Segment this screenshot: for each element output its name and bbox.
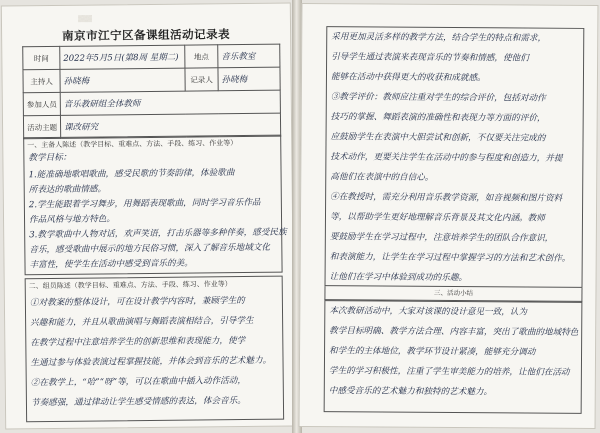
section2-line: 在教学过程中注意培养学生的创新思维和表现能力，使学 <box>30 335 246 349</box>
topic-value: 课改研究 <box>60 113 280 138</box>
section2-continued-line: 让他们在学习中体验到成功的乐趣。 <box>329 272 468 284</box>
section2-continued-line: 技术动作，更要关注学生在活动中的参与程度和创造力，并提 <box>330 152 563 164</box>
section2-continued-line: 高他们在表演中的自信心。 <box>330 172 434 183</box>
participants-value: 音乐教研组全体教师 <box>60 90 280 115</box>
section2-line: ①对教案的整体设计，可在设计教学内容时，兼顾学生的 <box>29 295 245 309</box>
section1-line: 1.能准确地歌唱歌曲，感受民歌的节奏韵律，体验歌曲 <box>28 168 235 181</box>
section1-line: 教学目标： <box>28 152 72 164</box>
section1-line: 音乐，感受歌曲中展示的地方民俗习惯，深入了解音乐地域文化 <box>29 242 271 256</box>
section2-continued-text <box>330 27 572 289</box>
section3-line: 教学目标明确、教学方法合理、内容丰富，突出了歌曲的地域特色 <box>329 326 579 338</box>
record-info-table <box>22 44 281 140</box>
section1-text <box>28 146 287 274</box>
section2-continued-line: 要鼓励学生在学习过程中，注意培养学生的团队合作意识， <box>329 232 554 244</box>
section2-continued-line: 能够在活动中获得更大的收获和成就感。 <box>330 72 486 84</box>
section3-header: 三、活动小结 <box>324 286 582 302</box>
section2-line: 兴趣和能力，并且从歌曲演唱与舞蹈表演相结合，引导学生 <box>30 315 254 329</box>
section3-line: 中感受音乐的艺术魅力和独特的艺术魅力。 <box>328 386 493 398</box>
section2-continued-line: 采用更加灵活多样的教学方法，结合学生的特点和需求， <box>331 32 547 44</box>
section1-line: 3.教学歌曲中人物对话，欢声笑语，打击乐器等多种伴奏，感受民族 <box>29 227 287 241</box>
host-value: 孙晓梅 <box>60 68 185 92</box>
section2-line: 生通过参与体验表演过程掌握技能，并体会到音乐的艺术魅力。 <box>30 355 272 369</box>
topic-label: 活动主题 <box>23 115 60 138</box>
presenter-statement-box <box>23 135 287 276</box>
section1-line: 2.学生能跟着学习舞步，用舞蹈表现歌曲，同时学习音乐作品 <box>28 197 261 211</box>
section3-line: 学生的学习积极性，注重了学生审美能力的培养，让他们在活动 <box>328 366 570 378</box>
section2-line: ②在教学上，“哈”“呀”等，可以在歌曲中插入动作活动， <box>30 375 247 389</box>
place-value: 音乐教室 <box>218 44 280 68</box>
time-value: 2022年5月5日(第8周 星期二) <box>60 45 185 69</box>
right-page <box>299 3 599 429</box>
host-label: 主持人 <box>23 69 60 92</box>
section1-line: 所表达的歌曲情感。 <box>28 184 107 196</box>
left-page <box>1 2 295 429</box>
section3-text <box>329 301 579 403</box>
form-title: 南京市江宁区备课组活动记录表 <box>62 27 231 43</box>
section2-continued-line: 等，以帮助学生更好地理解音乐背景及其文化内涵。教师 <box>329 212 545 224</box>
section2-line: 节奏感强，通过律动让学生感受情感的表达，体会音乐。 <box>30 395 246 409</box>
recorder-value: 孙晓梅 <box>218 67 280 91</box>
section2-continued-line: 技巧的掌握、舞蹈表演的准确性和表现力等方面的评价， <box>330 112 546 124</box>
section1-line: 作品风格与地方特色。 <box>28 214 116 226</box>
member-statement-box <box>25 276 284 423</box>
time-label: 时间 <box>23 46 60 69</box>
section2-continued-line: ③教学评价：教师应注重对学生的综合评价，包括对动作 <box>330 92 546 104</box>
section2-continued-line: ④在教授时，需充分利用音乐教学资源，如音视频和图片资料 <box>330 192 563 204</box>
activity-summary-box <box>324 300 583 414</box>
recorder-label: 记录人 <box>185 68 218 91</box>
section2-text <box>30 291 272 414</box>
section2-continued-line: 引导学生通过表演来表现音乐的节奏和情感，使他们 <box>331 52 529 64</box>
section3-line: 本次教研活动中，大家对该课的设计意见一致，认为 <box>329 306 528 318</box>
participants-label: 参加人员 <box>23 92 60 115</box>
section1-line: 丰富性，使学生在活动中感受到音乐的美。 <box>29 258 193 271</box>
section2-header: 二、组员陈述（教学目标、重难点、方法、手段、练习、作业等） <box>28 280 232 291</box>
section2-continued-line: 应鼓励学生在表演中大胆尝试和创新，不仅要关注完成的 <box>330 132 546 144</box>
section1-header: 一、主备人陈述（教学目标、重难点、方法、手段、练习、作业等） <box>27 139 238 150</box>
member-statement-continued-box <box>325 26 585 288</box>
section3-line: 和学生的主体地位，教学环节设计紧凑，能够充分调动 <box>329 346 536 358</box>
bleed-through-mark: ▒▒▒ <box>78 15 92 23</box>
place-label: 地点 <box>185 45 218 68</box>
section2-continued-line: 和表演能力，让学生在学习过程中掌握学习的方法和艺术创作。 <box>329 252 571 264</box>
